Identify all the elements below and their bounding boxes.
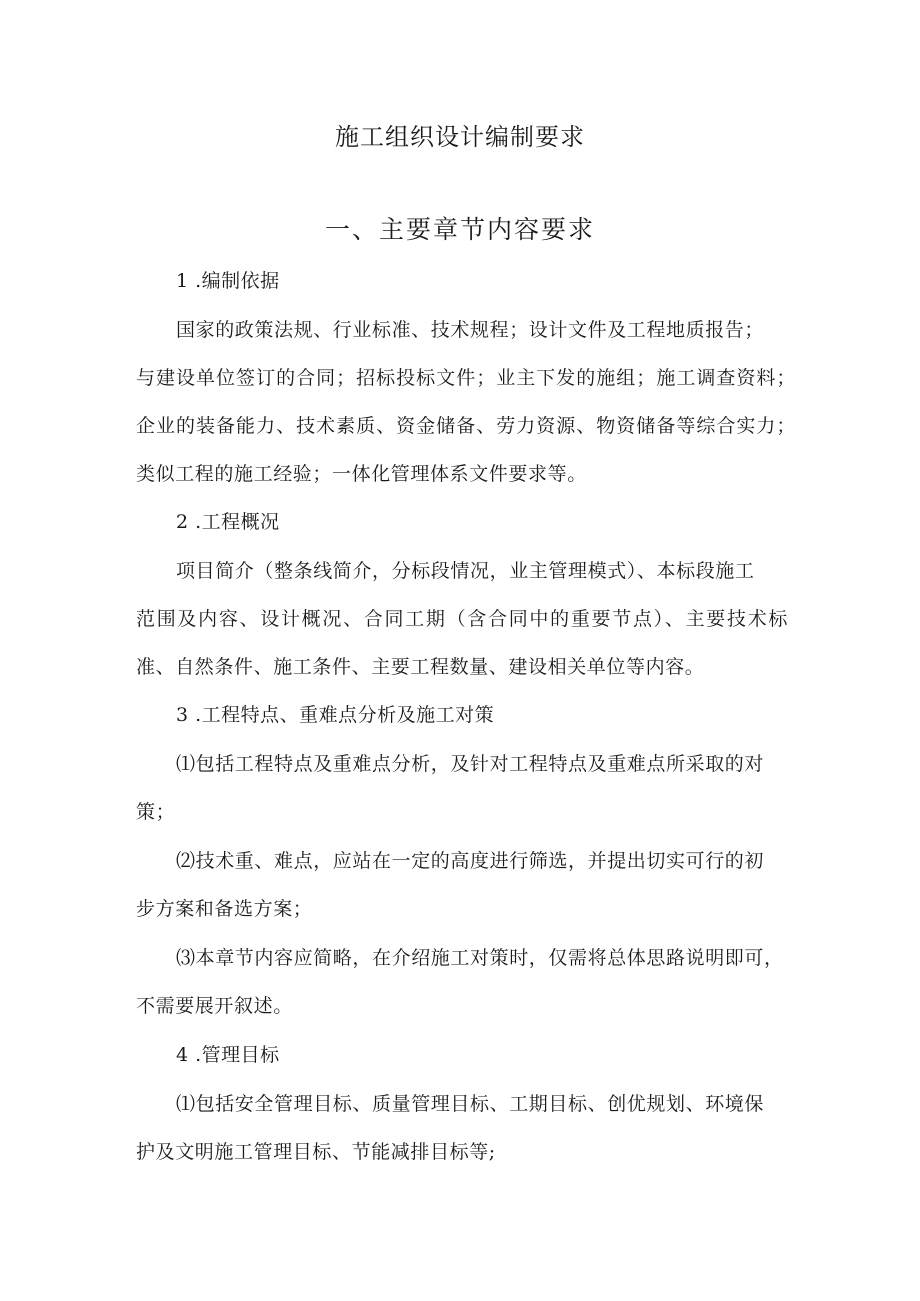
paragraph-line: ⑶本章节内容应简略，在介绍施工对策时，仅需将总体思路说明即可， xyxy=(176,947,784,969)
paragraph-line: 企业的装备能力、技术素质、资金储备、劳力资源、物资储备等综合实力； xyxy=(136,415,796,437)
paragraph-line: 护及文明施工管理目标、节能减排目标等; xyxy=(136,1141,496,1163)
document-title: 施工组织设计编制要求 xyxy=(335,123,585,151)
paragraph-line: 范围及内容、设计概况、合同工期（含合同中的重要节点）、主要技术标 xyxy=(136,608,788,630)
section-heading-overview: 2 .工程概况 xyxy=(176,511,280,533)
paragraph-line: 步方案和备选方案； xyxy=(136,898,313,920)
section-heading-targets: 4 .管理目标 xyxy=(176,1044,280,1066)
paragraph-line: 不需要展开叙述。 xyxy=(136,995,293,1017)
chapter-title: 一、主要章节内容要求 xyxy=(324,215,595,244)
paragraph-line: ⑴包括工程特点及重难点分析，及针对工程特点及重难点所采取的对 xyxy=(176,753,765,775)
paragraph-line: 与建设单位签订的合同；招标投标文件；业主下发的施组；施工调查资料； xyxy=(136,367,796,389)
paragraph-line: ⑵技术重、难点，应站在一定的高度进行筛选，并提出切实可行的初 xyxy=(176,850,765,872)
paragraph-line: 国家的政策法规、行业标准、技术规程；设计文件及工程地质报告； xyxy=(176,319,765,341)
paragraph-line: 策； xyxy=(136,801,176,823)
paragraph-line: 准、自然条件、施工条件、主要工程数量、建设相关单位等内容。 xyxy=(136,656,705,678)
section-heading-basis: 1 .编制依据 xyxy=(176,270,280,292)
paragraph-line: ⑴包括安全管理目标、质量管理目标、工期目标、创优规划、环境保 xyxy=(176,1093,765,1115)
paragraph-line: 项目简介（整条线简介，分标段情况，业主管理模式）、本标段施工 xyxy=(176,560,755,582)
paragraph-line: 类似工程的施工经验；一体化管理体系文件要求等。 xyxy=(136,463,587,485)
section-heading-features: 3 .工程特点、重难点分析及施工对策 xyxy=(176,704,495,726)
